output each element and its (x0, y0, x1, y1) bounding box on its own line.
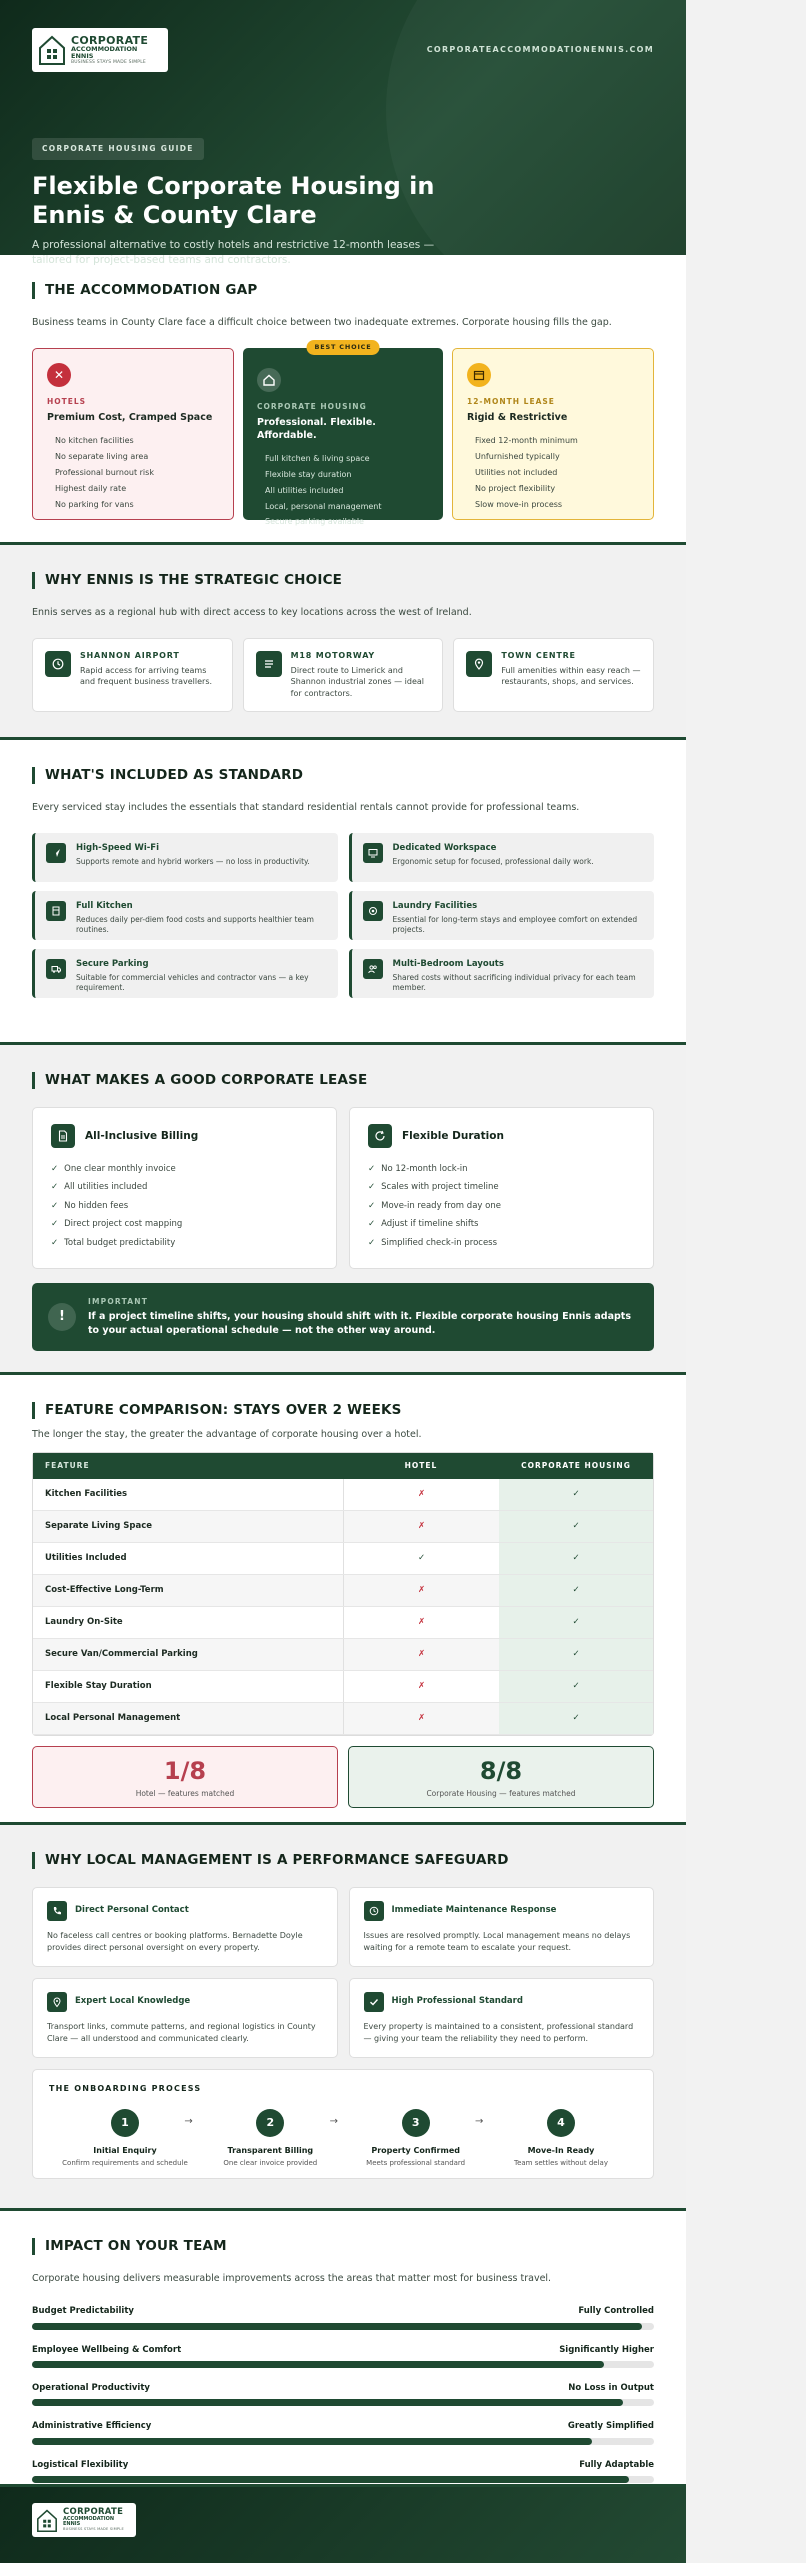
list-item: ✓ All utilities included (51, 1182, 148, 1193)
list-item: ✓ Adjust if timeline shifts (368, 1219, 479, 1230)
feature-item (32, 891, 338, 940)
bar-track (32, 2361, 654, 2368)
bar-label: Administrative Efficiency (32, 2421, 152, 2432)
guide-tag: CORPORATE HOUSING GUIDE (32, 138, 204, 160)
location-desc: Full amenities within easy reach — restaurants, shops, and services. (501, 665, 641, 687)
callout-label: IMPORTANT (88, 1296, 149, 1306)
feature-desc: Shared costs without sacrificing individual privacy for each team member. (392, 972, 636, 992)
feature-item (349, 833, 655, 882)
map-pin-icon (47, 1992, 67, 2012)
column-header: FEATURE (45, 1460, 90, 1470)
list-item: ✓ Move-in ready from day one (368, 1200, 501, 1211)
card-type: HOTELS (47, 397, 87, 407)
table-row: Secure Van/Commercial Parking ✗ ✓ (33, 1639, 653, 1671)
clock-icon (45, 651, 71, 677)
card-subtitle: Professional. Flexible. Affordable. (257, 417, 376, 441)
page-title: Flexible Corporate Housing in Ennis & County Clare (32, 172, 435, 229)
feature-title: Multi-Bedroom Layouts (392, 959, 504, 970)
section-heading: IMPACT ON YOUR TEAM (32, 2237, 654, 2255)
list-item: Slow move-in process (475, 499, 563, 509)
section-intro: Corporate housing delivers measurable improvements across the areas that matter most for business travel. (32, 2273, 552, 2285)
card-title: Flexible Duration (402, 1130, 504, 1143)
location-desc: Direct route to Limerick and Shannon industrial zones — ideal for contractors. (290, 665, 424, 699)
location-desc: Rapid access for arriving teams and frequent business travellers. (80, 665, 213, 687)
list-item: No project flexibility (475, 483, 556, 493)
feature-title: Laundry Facilities (392, 901, 478, 912)
management-card: Direct Personal Contact No faceless call centres or booking platforms. Bernadette Doyle provides direct personal oversight on every property. (32, 1887, 338, 1967)
section-heading: FEATURE COMPARISON: STAYS OVER 2 WEEKS (32, 1401, 654, 1419)
section-intro: Business teams in County Clare face a difficult choice between two inadequate extremes. Corporate housing fills the gap. (32, 317, 612, 329)
corporate-score: 8/8 Corporate Housing — features matched (348, 1746, 654, 1808)
location-card (453, 638, 654, 712)
house-icon (37, 2509, 57, 2532)
best-choice-badge: BEST CHOICE (307, 340, 380, 355)
bar-track (32, 2476, 654, 2483)
list-item: ✓ No 12-month lock-in (368, 1163, 468, 1174)
ennis-section (0, 545, 686, 740)
list-item: Local, personal management (265, 501, 382, 511)
bar-value: Greatly Simplified (567, 2421, 654, 2432)
invoice-icon (51, 1124, 75, 1148)
phone-icon (47, 1901, 67, 1921)
bar-value: No Loss in Output (568, 2382, 654, 2393)
list-item: Flexible stay duration (265, 470, 352, 480)
laundry-icon (363, 901, 383, 921)
list-item: Full kitchen & living space (265, 454, 370, 464)
table-row: Flexible Stay Duration ✗ ✓ (33, 1671, 653, 1703)
section-heading: WHY ENNIS IS THE STRATEGIC CHOICE (32, 571, 654, 589)
card-type: CORPORATE HOUSING (257, 402, 367, 412)
table-row: Kitchen Facilities ✗ ✓ (33, 1479, 653, 1511)
page-subtitle: A professional alternative to costly hotels and restrictive 12-month leases — tailored for project-based teams and contractors. (32, 238, 435, 266)
logo-line2: ACCOMMODATION ENNIS (63, 2515, 114, 2528)
management-card: Expert Local Knowledge Transport links, commute patterns, and regional logistics in County Clare — all understood and communicated clearly. (32, 1978, 338, 2058)
feature-title: High-Speed Wi-Fi (76, 843, 160, 854)
logo-line3: BUSINESS STAYS MADE SIMPLE (71, 59, 146, 65)
section-heading: WHAT'S INCLUDED AS STANDARD (32, 766, 654, 784)
arrow-right-icon: → (329, 2116, 339, 2128)
list-item: Utilities not included (475, 468, 558, 478)
refresh-icon (368, 1124, 392, 1148)
list-item: Highest daily rate (55, 483, 127, 493)
hero-header (0, 0, 686, 266)
section-heading: THE ACCOMMODATION GAP (32, 281, 654, 299)
list-item: No parking for vans (55, 499, 134, 509)
location-card (243, 638, 444, 712)
hotels-card (32, 348, 234, 520)
onboarding-title: THE ONBOARDING PROCESS (49, 2084, 202, 2094)
table-row: Cost-Effective Long-Term ✗ ✓ (33, 1575, 653, 1607)
logo-line3: BUSINESS STAYS MADE SIMPLE (63, 2527, 124, 2532)
wifi-icon (46, 843, 66, 863)
callout-text: If a project timeline shifts, your housing should shift with it. Flexible corporate housing Ennis adapts to your actual operational schedule — not the other way around. (88, 1311, 631, 1336)
feature-desc: Essential for long-term stays and employee comfort on extended projects. (392, 914, 638, 934)
bar-fill (32, 2399, 623, 2406)
list-item: ✓ One clear monthly invoice (51, 1163, 176, 1174)
bar-track (32, 2399, 654, 2406)
feature-item (349, 891, 655, 940)
bar-fill (32, 2323, 642, 2330)
column-header: CORPORATE HOUSING (521, 1460, 631, 1470)
column-header: HOTEL (404, 1460, 438, 1470)
feature-desc: Reduces daily per-diem food costs and supports healthier team routines. (76, 914, 314, 934)
map-pin-icon (466, 651, 492, 677)
impact-bar (32, 2345, 654, 2368)
list-item: Fixed 12-month minimum (475, 436, 578, 446)
table-row: Laundry On-Site ✗ ✓ (33, 1607, 653, 1639)
feature-desc: Suitable for commercial vehicles and contractor vans — a key requirement. (76, 972, 309, 992)
list-item: ✓ Direct project cost mapping (51, 1219, 183, 1230)
location-card (32, 638, 233, 712)
important-callout (32, 1283, 654, 1351)
bar-track (32, 2323, 654, 2330)
location-title: SHANNON AIRPORT (80, 651, 180, 661)
kitchen-icon (46, 901, 66, 921)
info-icon: ! (48, 1303, 76, 1331)
logo-line2: ACCOMMODATION ENNIS (71, 45, 138, 60)
bar-value: Significantly Higher (559, 2344, 654, 2355)
close-icon: ✕ (47, 363, 71, 387)
list-item: ✓ Total budget predictability (51, 1237, 176, 1248)
duration-card (349, 1107, 654, 1269)
feature-desc: Supports remote and hybrid workers — no loss in productivity. (76, 856, 310, 866)
table-header (33, 1453, 653, 1479)
management-card: Immediate Maintenance Response Issues are resolved promptly. Local management means no delays waiting for a remote team to escalate your request. (349, 1887, 655, 1967)
list-item: No separate living area (55, 452, 149, 462)
bar-value: Fully Adaptable (579, 2459, 654, 2470)
logo[interactable] (32, 28, 168, 72)
feature-desc: Ergonomic setup for focused, professional daily work. (392, 856, 594, 866)
impact-bar (32, 2383, 654, 2406)
arrow-right-icon: → (474, 2116, 484, 2128)
impact-bar (32, 2421, 654, 2444)
bar-label: Employee Wellbeing & Comfort (32, 2344, 182, 2355)
feature-item (349, 949, 655, 998)
arrow-right-icon: → (184, 2116, 193, 2128)
feature-title: Secure Parking (76, 959, 149, 970)
table-row: Local Personal Management ✗ ✓ (33, 1703, 653, 1735)
clock-icon (364, 1901, 384, 1921)
feature-item (32, 833, 338, 882)
footer-logo[interactable] (32, 2503, 136, 2537)
logo-line1: CORPORATE (71, 33, 149, 47)
bar-fill (32, 2361, 604, 2368)
included-section (0, 740, 686, 1045)
section-intro: The longer the stay, the greater the advantage of corporate housing over a hotel. (32, 1429, 422, 1441)
impact-section (0, 2211, 686, 2487)
location-title: M18 MOTORWAY (290, 651, 376, 661)
list-item: No kitchen facilities (55, 436, 134, 446)
section-heading: WHY LOCAL MANAGEMENT IS A PERFORMANCE SAFEGUARD (32, 1851, 654, 1869)
card-title: All-Inclusive Billing (85, 1130, 199, 1143)
card-subtitle: Rigid & Restrictive (467, 412, 568, 424)
list-item: Unfurnished typically (475, 452, 560, 462)
comparison-section (0, 1375, 686, 1825)
local-management-section (0, 1825, 686, 2211)
bar-value: Fully Controlled (578, 2306, 654, 2317)
card-subtitle: Premium Cost, Cramped Space (47, 412, 213, 424)
calendar-icon (467, 363, 491, 387)
list-item: All utilities included (265, 485, 344, 495)
section-intro: Every serviced stay includes the essentials that standard residential rentals cannot provide for professional teams. (32, 802, 580, 814)
corporate-housing-card (243, 343, 443, 527)
onboarding-step: 1 Initial Enquiry Confirm requirements and schedule (55, 2109, 195, 2168)
bar-track (32, 2438, 654, 2445)
bar-label: Operational Productivity (32, 2382, 150, 2393)
section-intro: Ennis serves as a regional hub with direct access to key locations across the west of Ireland. (32, 607, 472, 619)
bar-label: Budget Predictability (32, 2306, 134, 2317)
comparison-table (32, 1452, 654, 1736)
feature-title: Dedicated Workspace (392, 843, 497, 854)
management-card: High Professional Standard Every property is maintained to a consistent, professional standard — giving your team the reliability they need to perform. (349, 1978, 655, 2058)
onboarding-step: → 2 Transparent Billing One clear invoice provided (200, 2109, 340, 2168)
road-icon (256, 651, 282, 677)
onboarding-step: → 3 Property Confirmed Meets professional standard (346, 2109, 486, 2168)
impact-bar (32, 2306, 654, 2329)
billing-card (32, 1107, 337, 1269)
house-icon (39, 35, 65, 65)
van-icon (46, 959, 66, 979)
bar-label: Logistical Flexibility (32, 2459, 129, 2470)
list-item: ✓ Scales with project timeline (368, 1182, 499, 1193)
feature-title: Full Kitchen (76, 901, 133, 912)
check-icon (364, 1992, 384, 2012)
hotel-score: 1/8 Hotel — features matched (32, 1746, 338, 1808)
card-type: 12-MONTH LEASE (467, 397, 555, 407)
table-row: Utilities Included ✓ ✓ (33, 1543, 653, 1575)
users-icon (363, 959, 383, 979)
bar-fill (32, 2476, 629, 2483)
feature-item (32, 949, 338, 998)
impact-bar (32, 2460, 654, 2483)
lease-card (452, 348, 654, 520)
monitor-icon (363, 843, 383, 863)
bar-fill (32, 2438, 592, 2445)
footer (0, 2487, 686, 2563)
lease-section (0, 1045, 686, 1375)
home-icon (257, 368, 281, 392)
section-heading: WHAT MAKES A GOOD CORPORATE LEASE (32, 1071, 654, 1089)
list-item: ✓ Simplified check-in process (368, 1237, 498, 1248)
onboarding-step: → 4 Move-In Ready Team settles without delay (491, 2109, 631, 2168)
list-item: Secure parking available (265, 517, 364, 527)
list-item: Professional burnout risk (55, 468, 154, 478)
onboarding-process (32, 2069, 654, 2179)
location-title: TOWN CENTRE (501, 651, 576, 661)
table-row: Separate Living Space ✗ ✓ (33, 1511, 653, 1543)
website-link[interactable]: CORPORATEACCOMMODATIONENNIS.COM (426, 45, 654, 54)
list-item: ✓ No hidden fees (51, 1200, 129, 1211)
logo-line1: CORPORATE (63, 2506, 124, 2517)
